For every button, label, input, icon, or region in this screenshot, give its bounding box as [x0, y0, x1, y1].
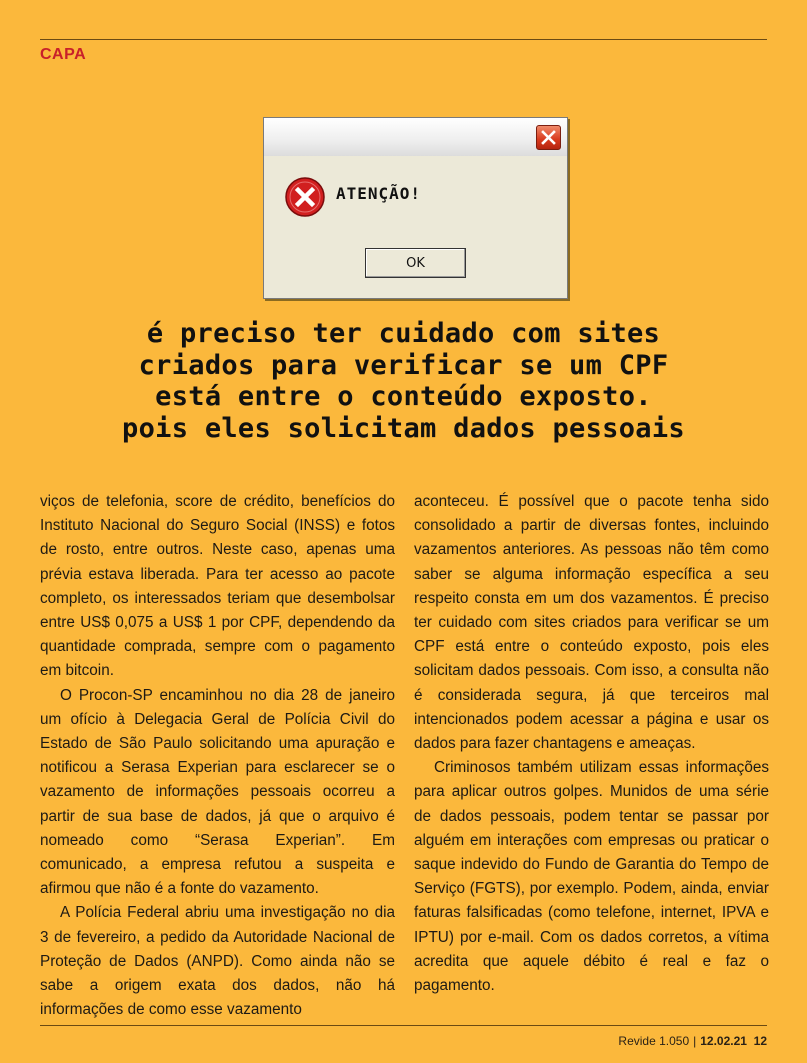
- dialog-titlebar: [264, 118, 567, 156]
- pull-quote-line: pois eles solicitam dados pessoais: [122, 412, 685, 444]
- pull-quote: [30, 318, 777, 444]
- paragraph: Criminosos também utilizam essas informações para aplicar outros golpes. Munidos de uma série de dados pessoais, podem tentar se passar por alguém em interações com empresas ou praticar o saque indevido do Fundo de Garantia do Tempo de Serviço (FGTS), por exemplo. Podem, ainda, enviar faturas falsificadas (como telefone, internet, IPVA e IPTU) por e-mail. Com os dados corretos, a vítima acredita que aquele débito é real e faz o pagamento.: [414, 759, 769, 995]
- paragraph: viços de telefonia, score de crédito, benefícios do Instituto Nacional do Seguro Social (INSS) e fotos de rosto, entre outros. Neste caso, apenas uma prévia estava liberada. Para ter acesso ao pacote completo, os interessados teriam que desembolsar entre US$ 0,075 a US$ 1 por CPF, dependendo da quantidade comprada, sempre com o pagamento em bitcoin.: [40, 493, 395, 680]
- issue-date: 12.02.21: [700, 1034, 747, 1048]
- pull-quote-line: é preciso ter cuidado com sites: [146, 318, 661, 349]
- pull-quote-line: está entre o conteúdo exposto.: [155, 381, 652, 412]
- alert-title: ATENÇÃO!: [336, 184, 422, 203]
- paragraph: O Procon-SP encaminhou no dia 28 de janeiro um ofício à Delegacia Geral de Polícia Civil do Estado de São Paulo solicitando uma apuração e notificou a Serasa Experian para esclarecer se o vazamento de informações pessoais ocorreu a partir de sua base de dados, já que o arquivo é nomeado como “Serasa Experian”. Em comunicado, a empresa refutou a suspeita e afirmou que não é a fonte do vazamento.: [40, 686, 395, 898]
- bottom-rule: [40, 1025, 767, 1026]
- paragraph: aconteceu. É possível que o pacote tenha sido consolidado a partir de diversas fontes, incluindo vazamentos anteriores. As pessoas não têm como saber se alguma informação específica a seu respeito consta em um dos vazamentos. É preciso ter cuidado com sites criados para verificar se um CPF está entre o conteúdo exposto, pois eles solicitam dados pessoais. Com isso, a consulta não é considerada segura, já que terceiros mal intencionados podem acessar a página e usar os dados para fazer chantagens e ameaças.: [414, 493, 769, 753]
- top-rule: [40, 39, 767, 40]
- footer-separator: |: [693, 1034, 697, 1048]
- pull-quote-line: criados para verificar se um CPF: [138, 349, 669, 381]
- ok-button[interactable]: OK: [365, 248, 466, 278]
- article-column-right: [414, 490, 769, 998]
- close-icon[interactable]: [536, 125, 561, 150]
- page-footer: [618, 1034, 767, 1048]
- article-column-left: [40, 490, 395, 1022]
- alert-dialog: [263, 117, 568, 299]
- section-label: CAPA: [40, 46, 87, 63]
- error-icon: [284, 176, 326, 223]
- publication-name: Revide 1.050: [618, 1034, 690, 1048]
- paragraph: A Polícia Federal abriu uma investigação no dia 3 de fevereiro, a pedido da Autoridade Nacional de Proteção de Dados (ANPD). Como ainda não se sabe a origem exata dos dados, não há informações de como esse vazamento: [40, 904, 395, 1019]
- page-number: 12: [753, 1034, 767, 1048]
